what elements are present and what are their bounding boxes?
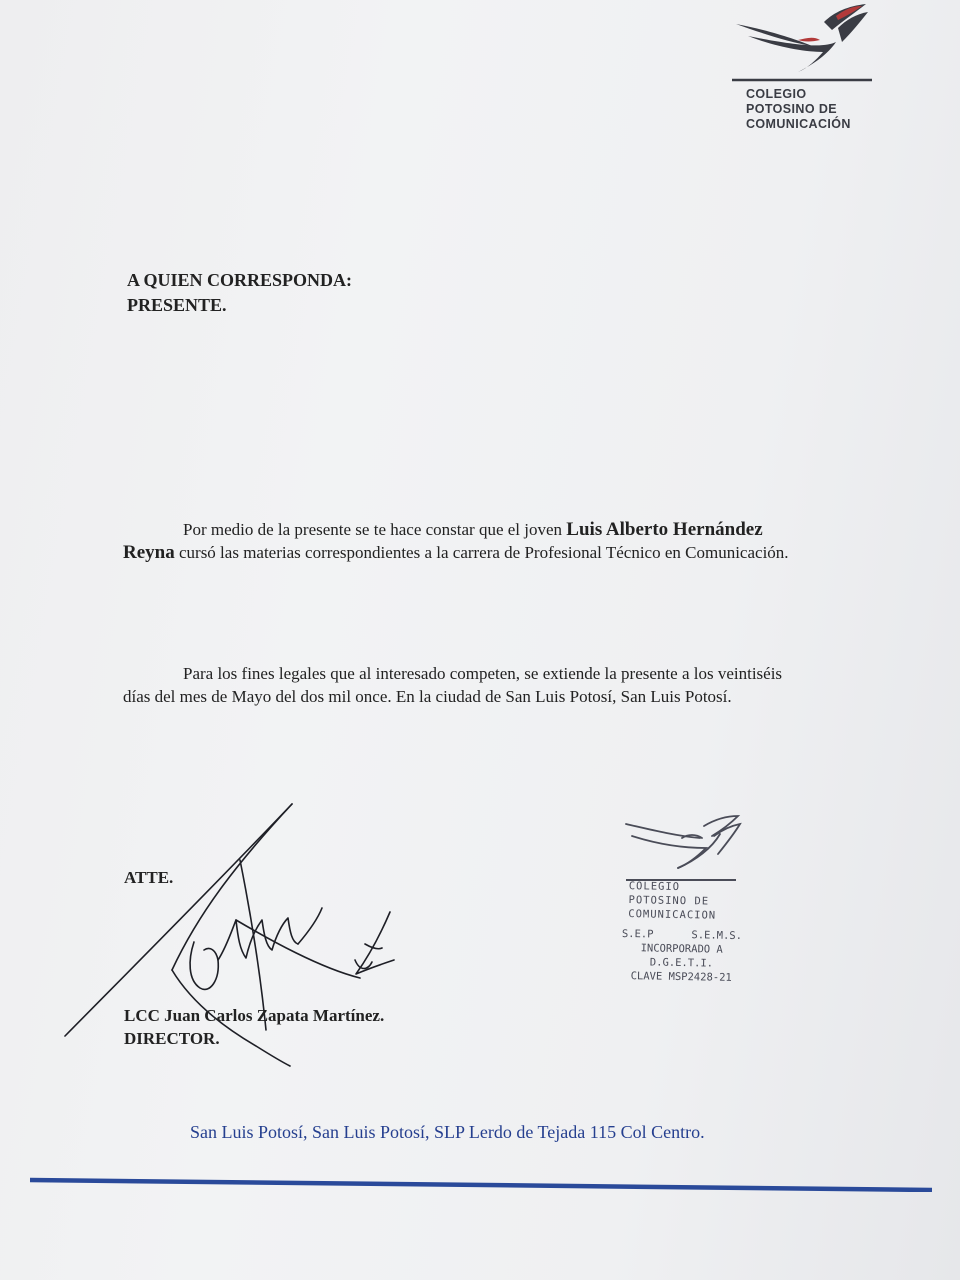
body-paragraph-1 xyxy=(123,518,813,564)
colegio-logo-text xyxy=(746,87,851,132)
greeting xyxy=(127,268,352,318)
greeting-line-2: PRESENTE. xyxy=(127,295,227,315)
logo-line-1: COLEGIO xyxy=(746,87,807,101)
footer-divider xyxy=(30,1172,932,1192)
para2-text: Para los fines legales que al interesado competen, se extiende la presente a los veintiséis días del mes de Mayo del dos mil once. En la ciudad de San Luis Potosí, San Luis Potosí. xyxy=(123,664,783,706)
closing: ATTE. xyxy=(124,868,174,887)
stamp-line-5: INCORPORADO A xyxy=(640,942,723,956)
greeting-line-1: A QUIEN CORRESPONDA: xyxy=(127,270,353,290)
stamp-line-4: S.E.P S.E.M.S. xyxy=(621,927,743,943)
stamp-line-2: POTOSINO DE xyxy=(628,894,710,908)
signer-title: DIRECTOR. xyxy=(124,1029,220,1048)
stamp-line-7: CLAVE MSP2428-21 xyxy=(630,970,732,984)
signer-block xyxy=(124,1004,384,1050)
colegio-logo-icon xyxy=(728,2,876,82)
para1-suffix: cursó las materias correspondientes a la carrera de Profesional Técnico en Comunicación. xyxy=(174,543,789,562)
footer-address: San Luis Potosí, San Luis Potosí, SLP Lerdo de Tejada 115 Col Centro. xyxy=(190,1122,705,1142)
stamp-line-6: D.G.E.T.I. xyxy=(649,956,714,970)
stamp-line-3: COMUNICACION xyxy=(628,908,717,922)
para1-prefix: Por medio de la presente se te hace constar que el joven xyxy=(183,520,567,539)
logo-line-2: POTOSINO DE xyxy=(746,102,837,116)
stamp-logo-icon xyxy=(622,812,742,884)
logo-line-3: COMUNICACIÓN xyxy=(746,117,851,131)
signer-name: LCC Juan Carlos Zapata Martínez. xyxy=(124,1006,385,1025)
body-paragraph-2 xyxy=(123,662,813,708)
official-stamp xyxy=(611,879,753,985)
stamp-line-1: COLEGIO xyxy=(628,880,681,893)
student-name: Luis Alberto Hernández Reyna xyxy=(123,519,763,563)
